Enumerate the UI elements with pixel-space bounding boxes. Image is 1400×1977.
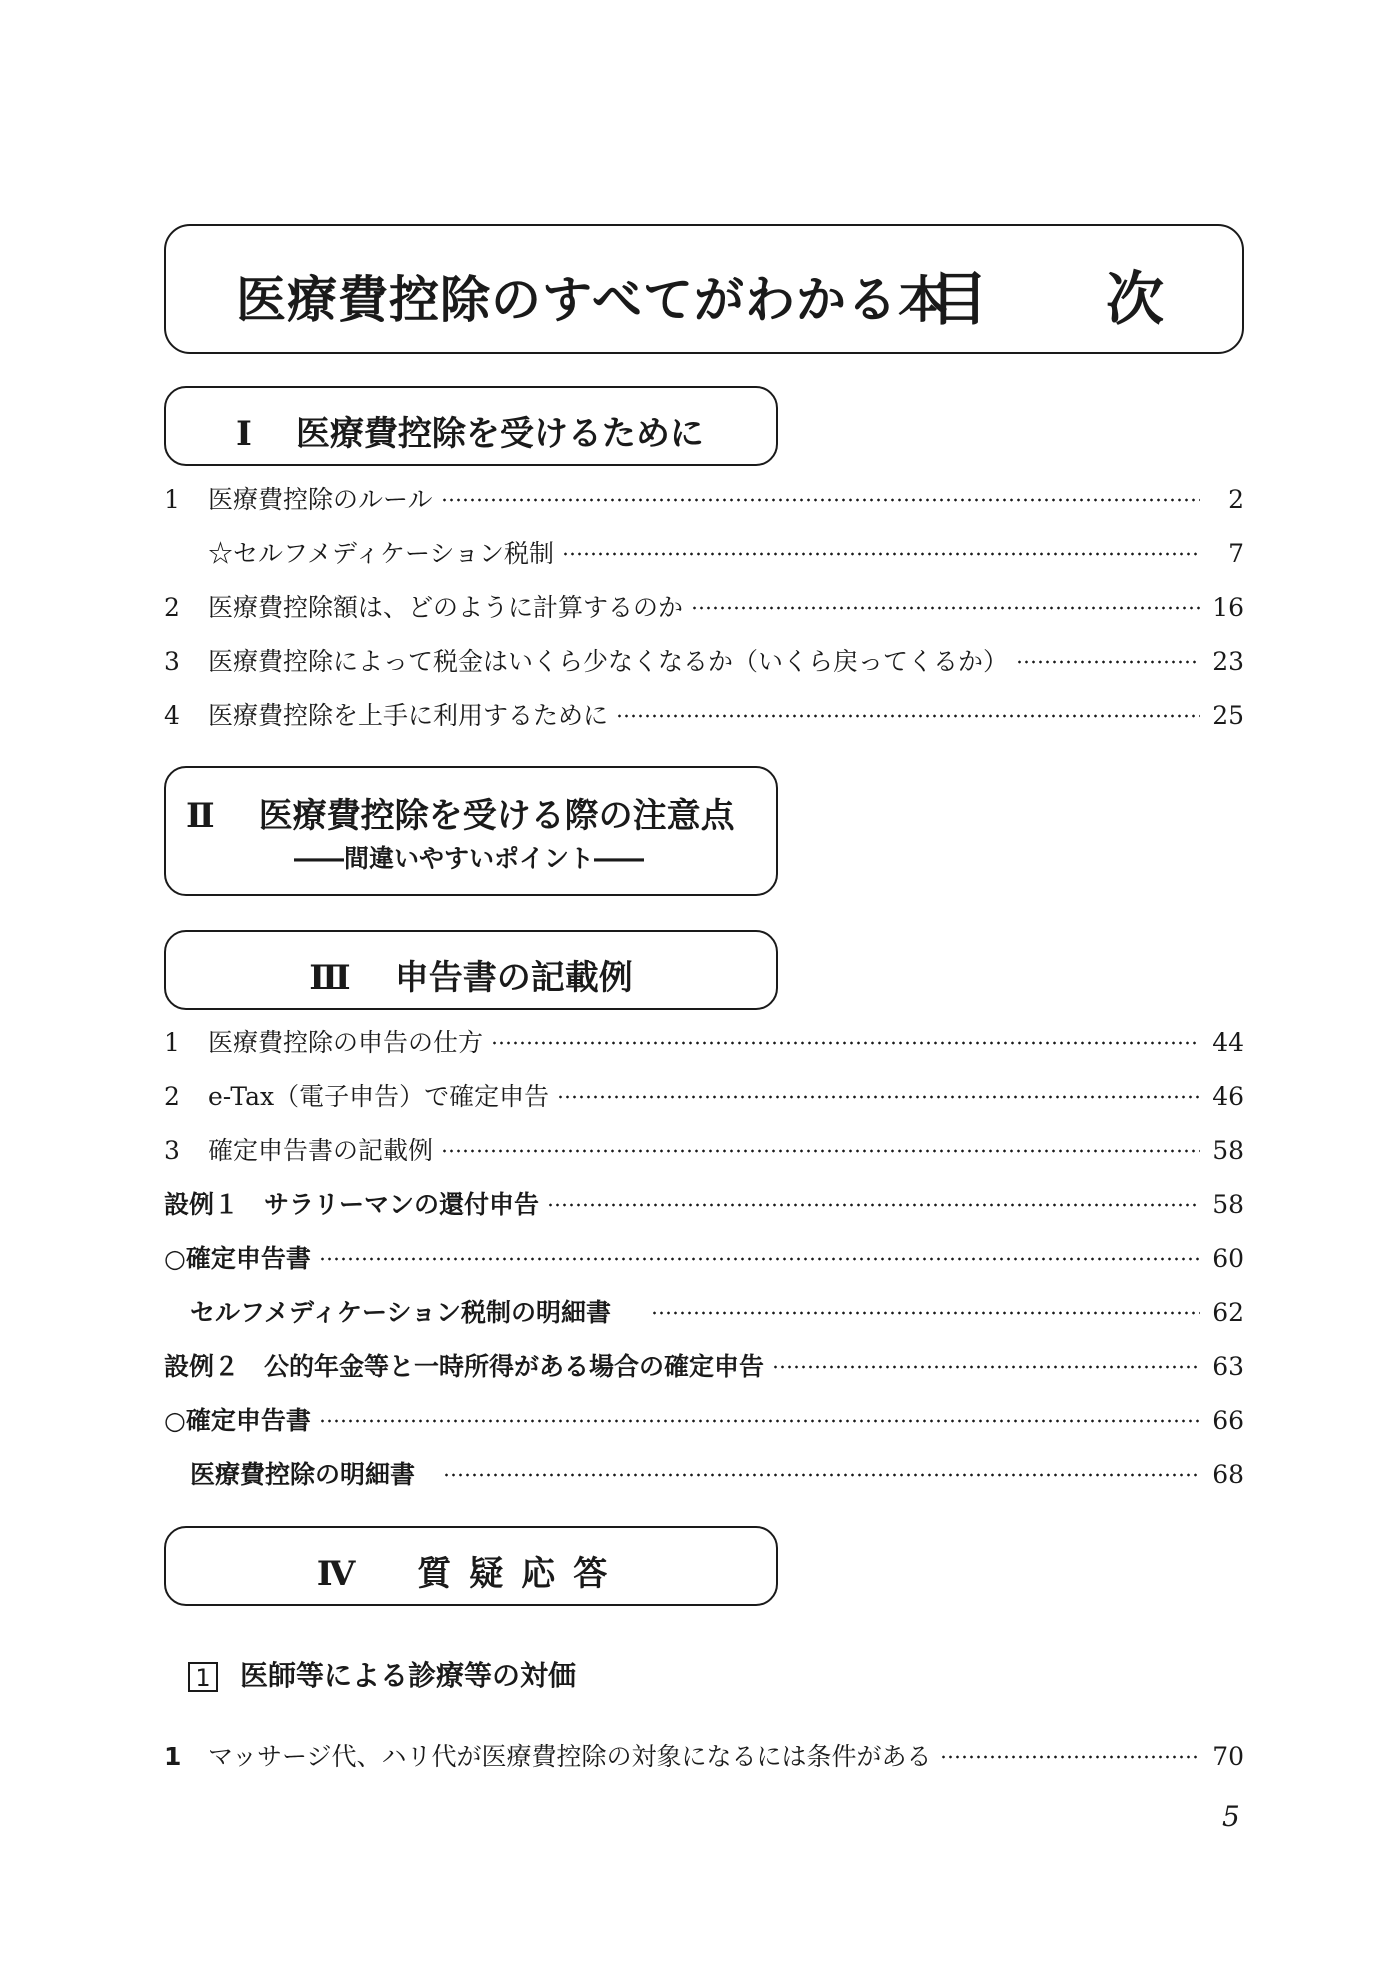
toc-entry[interactable]: [164, 480, 1244, 520]
toc-entry[interactable]: [190, 1293, 1244, 1333]
section-2-subtitle: ――間違いやすいポイント――: [294, 844, 645, 873]
toc-entry-title: 医療費控除を上手に利用するために: [208, 701, 609, 730]
book-title: 医療費控除のすべてがわかる本: [236, 271, 949, 329]
page-number: 5: [1222, 1800, 1240, 1833]
dot-leader: [562, 551, 1200, 557]
toc-entry-page: 16: [1212, 593, 1244, 622]
contents-heading: 目次: [930, 265, 1283, 333]
toc-entry[interactable]: [164, 1077, 1244, 1117]
toc-entry-page: 2: [1228, 485, 1244, 514]
dot-leader: [651, 1310, 1200, 1316]
toc-entry-number: 4: [164, 701, 180, 730]
toc-entry-number: 1: [164, 1742, 182, 1771]
toc-entry-page: 63: [1212, 1352, 1244, 1381]
dot-leader: [441, 497, 1200, 503]
section-2-title-line: [186, 788, 776, 837]
toc-entry[interactable]: [164, 1347, 1244, 1387]
toc-entry-title: セルフメディケーション税制の明細書: [190, 1298, 612, 1327]
toc-entry-number: 3: [164, 1136, 180, 1165]
section-4-title: 質疑応答: [417, 1554, 626, 1594]
toc-entry[interactable]: [164, 534, 1244, 574]
toc-entry[interactable]: [164, 1131, 1244, 1171]
toc-entry-title: 医療費控除の申告の仕方: [208, 1028, 484, 1057]
section-3-title: 申告書の記載例: [394, 958, 633, 998]
toc-entry[interactable]: [164, 1185, 1244, 1225]
toc-entry-number: 3: [164, 647, 180, 676]
toc-entry-page: 60: [1212, 1244, 1244, 1273]
toc-entry-page: 58: [1212, 1136, 1244, 1165]
toc-entry-title: ○確定申告書: [164, 1244, 311, 1273]
section-3-title-line: [166, 950, 776, 999]
toc-entry[interactable]: [164, 1401, 1244, 1441]
toc-entry-title: e-Tax（電子申告）で確定申告: [208, 1082, 550, 1111]
toc-entry-title: ☆セルフメディケーション税制: [208, 539, 555, 568]
toc-entry-page: 23: [1212, 647, 1244, 676]
section-1-box: [164, 386, 778, 466]
toc-entry-page: 66: [1212, 1406, 1244, 1435]
toc-entry-page: 62: [1212, 1298, 1244, 1327]
toc-entry-title: マッサージ代、ハリ代が医療費控除の対象になるには条件がある: [208, 1742, 932, 1771]
toc-entry[interactable]: [164, 696, 1244, 736]
section-4-numeral: Ⅳ: [316, 1554, 374, 1594]
toc-entry-page: 70: [1212, 1742, 1244, 1771]
subsection-title: 医師等による診療等の対価: [240, 1659, 577, 1692]
toc-entry-page: 46: [1212, 1082, 1244, 1111]
section-4-title-line: [166, 1546, 776, 1595]
toc-entry[interactable]: [190, 1455, 1244, 1495]
section-2-box: [164, 766, 778, 896]
subsection-number-box: 1: [188, 1662, 218, 1692]
dot-leader: [616, 713, 1200, 719]
toc-entry-page: 44: [1212, 1028, 1244, 1057]
section-3-box: [164, 930, 778, 1010]
toc-entry-page: 68: [1212, 1460, 1244, 1489]
toc-entry[interactable]: [164, 642, 1244, 682]
toc-entry[interactable]: [164, 588, 1244, 628]
toc-entry-title: 医療費控除のルール: [208, 485, 433, 514]
section-4-box: [164, 1526, 778, 1606]
toc-entry[interactable]: [164, 1239, 1244, 1279]
toc-entry[interactable]: [164, 1023, 1244, 1063]
toc-entry-page: 7: [1228, 539, 1244, 568]
dot-leader: [1016, 659, 1200, 665]
dot-leader: [443, 1472, 1200, 1478]
title-box: [164, 224, 1283, 354]
subsection-heading: [188, 1656, 576, 1696]
dot-leader: [691, 605, 1200, 611]
toc-entry-number: 1: [164, 485, 180, 514]
toc-entry-title: 設例２ 公的年金等と一時所得がある場合の確定申告: [164, 1352, 765, 1381]
toc-entry-title: 医療費控除額は、どのように計算するのか: [208, 593, 684, 622]
section-1-numeral: Ⅰ: [236, 414, 252, 454]
dot-leader: [319, 1418, 1200, 1424]
dot-leader: [319, 1256, 1200, 1262]
toc-entry-number: 2: [164, 1082, 180, 1111]
section-2-title: 医療費控除を受ける際の注意点: [258, 796, 735, 836]
dot-leader: [772, 1364, 1200, 1370]
dot-leader: [491, 1040, 1200, 1046]
dot-leader: [547, 1202, 1200, 1208]
section-1-title-line: [236, 406, 776, 455]
dot-leader: [557, 1094, 1200, 1100]
toc-entry-number: 1: [164, 1028, 180, 1057]
toc-entry-page: 58: [1212, 1190, 1244, 1219]
toc-entry-title: ○確定申告書: [164, 1406, 311, 1435]
dot-leader: [441, 1148, 1200, 1154]
toc-entry-title: 設例１ サラリーマンの還付申告: [164, 1190, 540, 1219]
toc-entry[interactable]: [164, 1737, 1244, 1777]
toc-entry-title: 確定申告書の記載例: [208, 1136, 434, 1165]
toc-entry-page: 25: [1212, 701, 1244, 730]
section-2-numeral: Ⅱ: [186, 796, 215, 836]
toc-entry-title: 医療費控除によって税金はいくら少なくなるか（いくら戻ってくるか）: [208, 647, 1009, 676]
toc-entry-title: 医療費控除の明細書: [190, 1460, 416, 1489]
toc-entry-number: 2: [164, 593, 180, 622]
section-1-title: 医療費控除を受けるために: [295, 414, 704, 454]
dot-leader: [940, 1754, 1200, 1760]
section-3-numeral: Ⅲ: [309, 958, 351, 998]
